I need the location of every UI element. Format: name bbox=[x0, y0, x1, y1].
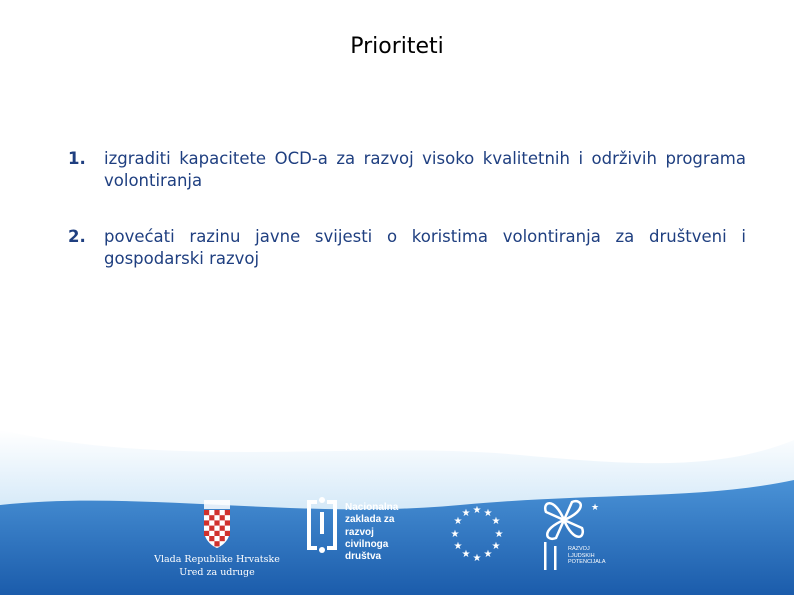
item-number: 2. bbox=[68, 227, 86, 246]
svg-text:★: ★ bbox=[453, 516, 463, 527]
list-item bbox=[68, 148, 746, 192]
government-office: Ured za udruge bbox=[179, 567, 255, 578]
svg-text:★: ★ bbox=[483, 508, 493, 519]
item-text: izgraditi kapacitete OCD-a za razvoj visoko kvalitetnih i održivih programa volontiranja bbox=[104, 149, 746, 190]
svg-text:★: ★ bbox=[491, 516, 501, 527]
svg-text:★: ★ bbox=[450, 529, 460, 540]
slide-title: Prioriteti bbox=[350, 34, 444, 59]
svg-text:★: ★ bbox=[461, 508, 471, 519]
eu-logo bbox=[447, 504, 507, 564]
foundation-name: Nacionalna zaklada za razvoj civilnoga društva bbox=[345, 502, 399, 563]
government-logo bbox=[152, 498, 282, 578]
government-name: Vlada Republike Hrvatske bbox=[154, 554, 280, 565]
coat-of-arms-icon bbox=[152, 498, 282, 550]
human-resources-logo bbox=[536, 494, 616, 574]
item-number: 1. bbox=[68, 149, 86, 168]
svg-text:★: ★ bbox=[461, 549, 471, 560]
svg-text:★: ★ bbox=[491, 541, 501, 552]
human-resources-name: RAZVOJ LJUDSKIH POTENCIJALA bbox=[568, 546, 606, 565]
foundation-logo bbox=[303, 492, 413, 580]
svg-text:★: ★ bbox=[483, 549, 493, 560]
eu-stars-icon bbox=[447, 504, 507, 564]
svg-text:★: ★ bbox=[472, 553, 482, 564]
logo-strip bbox=[0, 488, 794, 588]
list-item bbox=[68, 226, 746, 270]
priorities-list bbox=[68, 148, 746, 304]
svg-text:★: ★ bbox=[472, 505, 482, 516]
svg-text:★: ★ bbox=[453, 541, 463, 552]
svg-text:★: ★ bbox=[494, 529, 504, 540]
item-text: povećati razinu javne svijesti o koristima volontiranja za društveni i gospodarski razvoj bbox=[104, 227, 746, 268]
svg-text:★: ★ bbox=[591, 503, 600, 513]
bracket-logo-icon bbox=[303, 492, 343, 580]
